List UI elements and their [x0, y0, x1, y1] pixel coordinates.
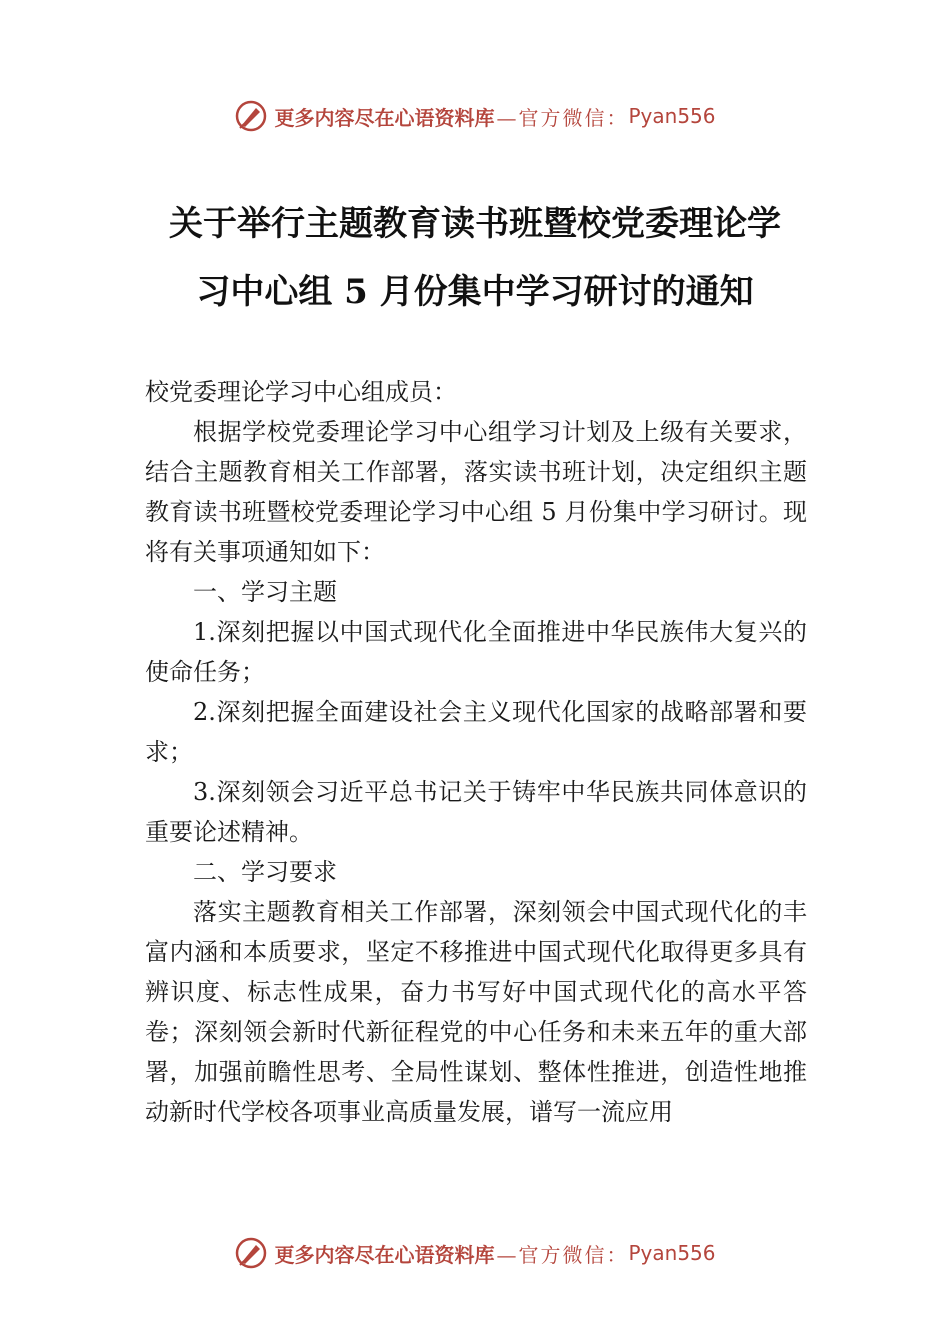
- topic-item: 3.深刻领会习近平总书记关于铸牢中华民族共同体意识的重要论述精神。: [145, 778, 807, 846]
- title-line-2: 习中心组 5 月份集中学习研讨的通知: [196, 272, 754, 312]
- requirements-paragraph: 落实主题教育相关工作部署，深刻领会中国式现代化的丰富内涵和本质要求，坚定不移推进中国式现代化取得更多具有辨识度、标志性成果，奋力书写好中国式现代化的高水平答卷；深刻领会新时代新征程党的中心任务和未来五年的重大部署，加强前瞻性思考、全局性谋划、整体性推进，创造性地推动新时代学校各项事业高质量发展，谱写一流应用: [145, 898, 807, 1126]
- watermark-account: Pyan556: [628, 104, 716, 128]
- footer-watermark: [0, 1233, 950, 1273]
- document-title: [140, 190, 810, 326]
- watermark-brand: 更多内容尽在心语资料库: [274, 1242, 495, 1267]
- salutation: 校党委理论学习中心组成员：: [145, 378, 457, 406]
- watermark-account: Pyan556: [628, 1241, 716, 1265]
- section-heading-1: 一、学习主题: [193, 578, 337, 606]
- header-watermark: [0, 96, 950, 136]
- watermark-brand: 更多内容尽在心语资料库: [274, 105, 495, 130]
- watermark-separator: —官方微信：: [496, 105, 629, 130]
- intro-paragraph: 根据学校党委理论学习中心组学习计划及上级有关要求，结合主题教育相关工作部署，落实读书班计划，决定组织主题教育读书班暨校党委理论学习中心组 5 月份集中学习研讨。现将有关事项通知如下：: [145, 418, 807, 566]
- title-line-1: 关于举行主题教育读书班暨校党委理论学: [169, 204, 781, 244]
- topic-item: 2.深刻把握全面建设社会主义现代化国家的战略部署和要求；: [145, 698, 807, 766]
- section-heading-2: 二、学习要求: [193, 858, 337, 886]
- watermark-separator: —官方微信：: [496, 1242, 629, 1267]
- document-body: [145, 372, 807, 1132]
- pen-nib-icon: [234, 99, 268, 133]
- pen-nib-icon: [234, 1236, 268, 1270]
- topic-item: 1.深刻把握以中国式现代化全面推进中华民族伟大复兴的使命任务；: [145, 618, 807, 686]
